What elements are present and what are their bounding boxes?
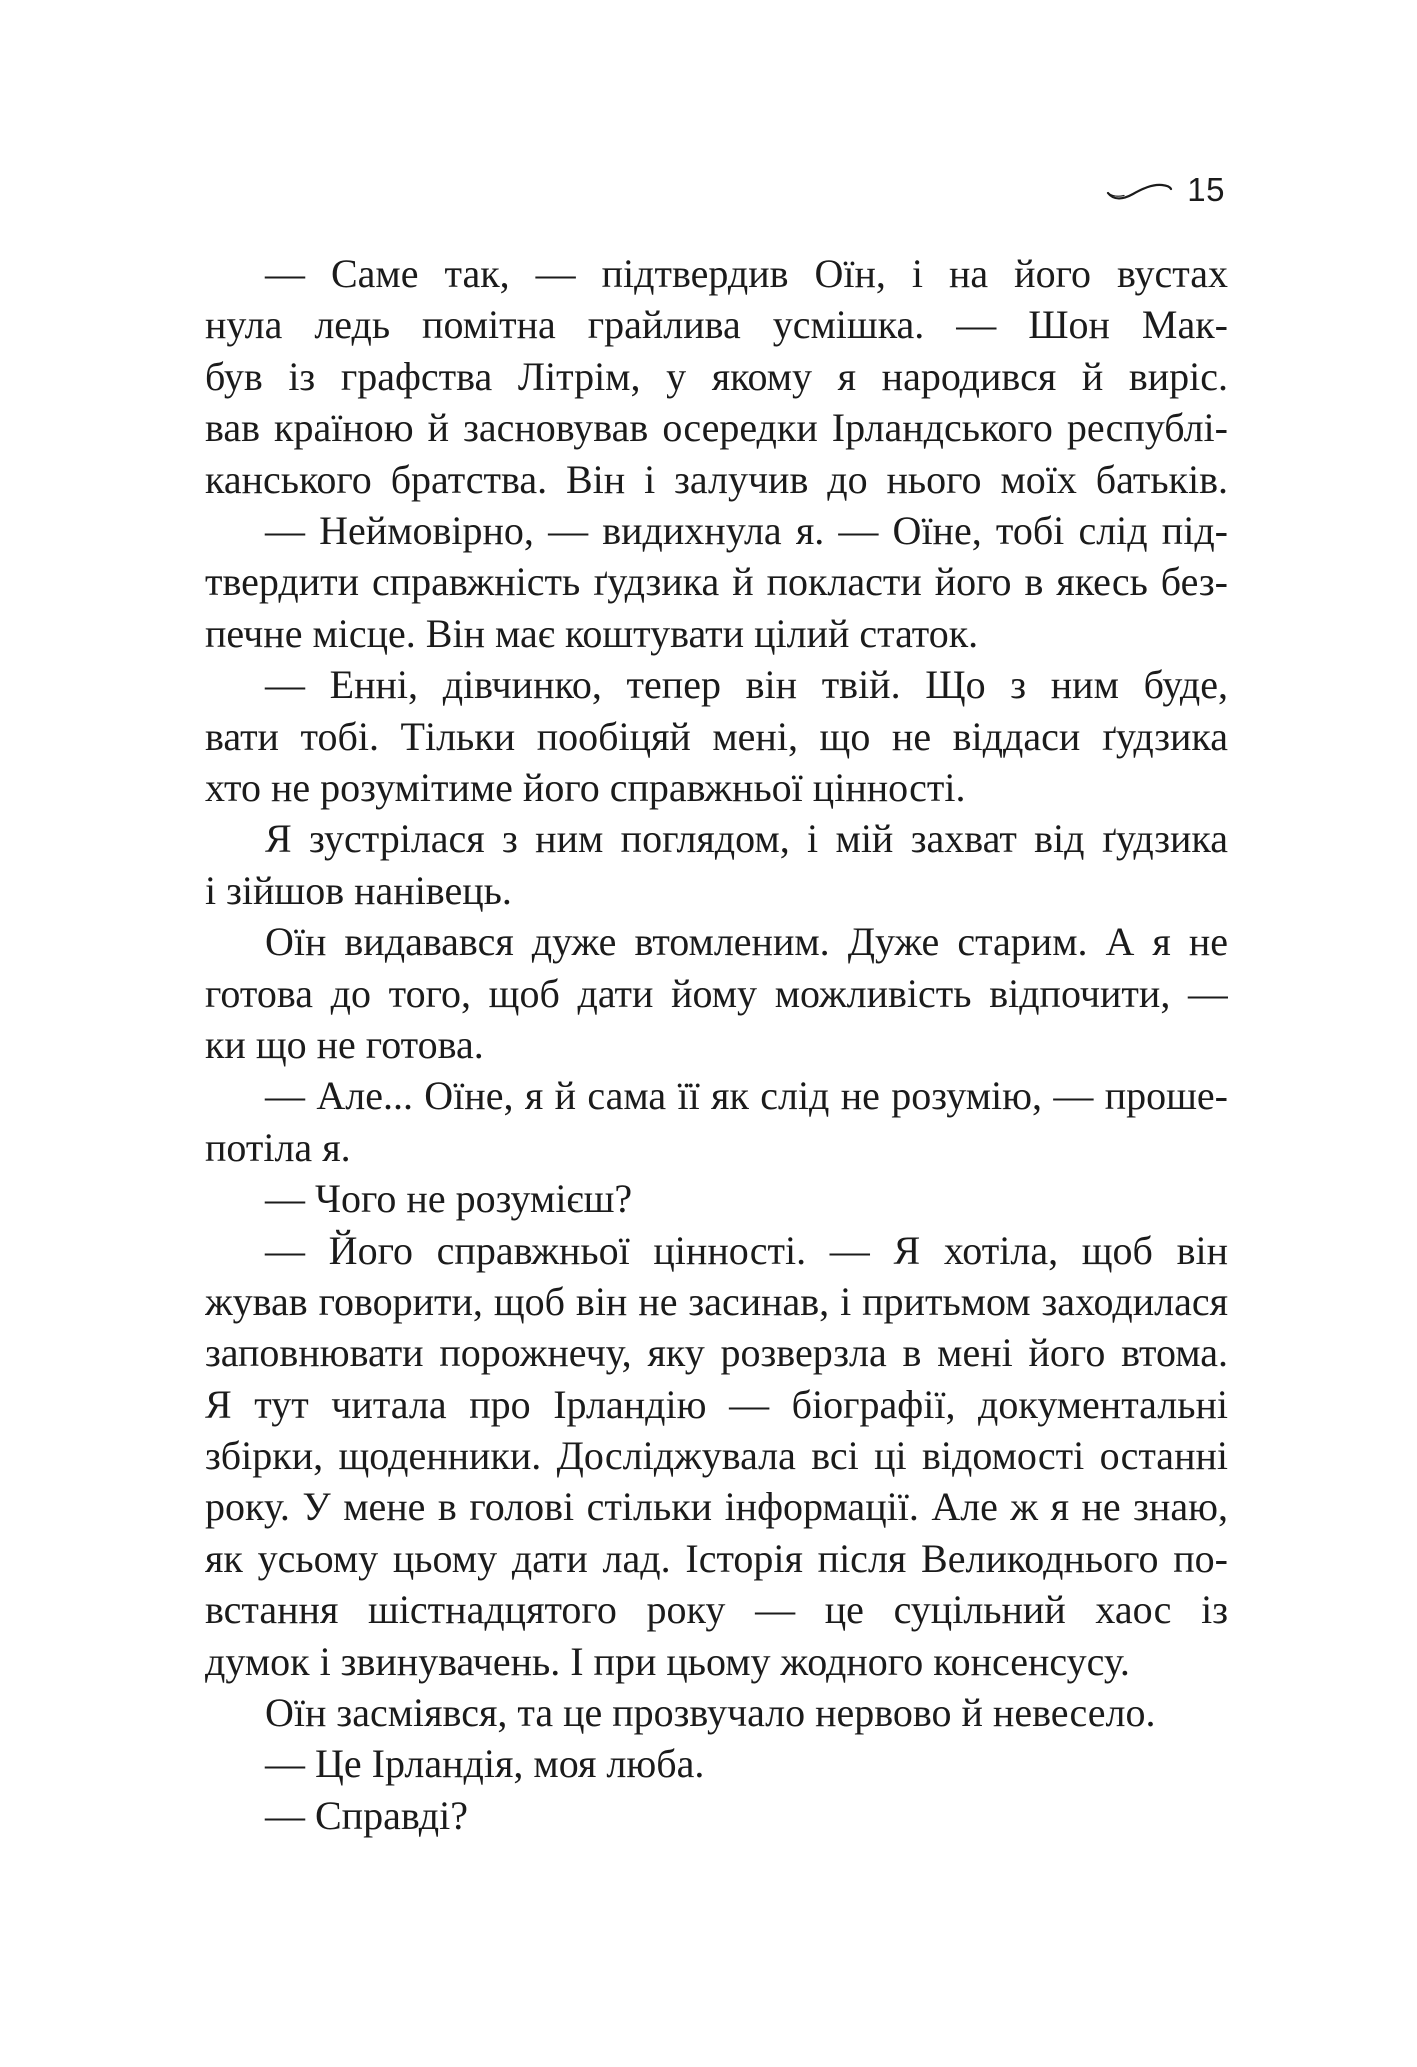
text-line: — Це Ірландія, моя люба. [265, 1741, 705, 1787]
text-line: Я тут читала про Ірландію — біографії, документальні [205, 1381, 1228, 1427]
text-line: заповнювати порожнечу, яку розверзла в мені його втома. [205, 1330, 1228, 1376]
text-line: печне місце. Він має коштувати цілий статок. [205, 610, 979, 656]
text-line: збірки, щоденники. Досліджувала всі ці відомості останні [205, 1433, 1228, 1479]
paragraph [205, 916, 1228, 1070]
paragraph [205, 813, 1228, 916]
text-line: Оїн видавався дуже втомленим. Дуже старим. А я не [265, 919, 1228, 965]
running-head [1105, 168, 1225, 212]
text-line: як усьому цьому дати лад. Історія після Великоднього по- [205, 1535, 1228, 1581]
text-line: хто не розумітиме його справжньої цінності. [205, 764, 966, 810]
text-line: канського братства. Він і залучив до нього моїх батьків. [205, 456, 1228, 502]
text-line: встання шістнадцятого року — це суцільний хаос із [205, 1587, 1228, 1633]
text-line: Я зустрілася з ним поглядом, і мій захват від ґудзика [265, 816, 1228, 862]
text-line: вати тобі. Тільки пообіцяй мені, що не віддаси ґудзика [205, 713, 1228, 759]
paragraph [205, 659, 1228, 813]
text-line: жував говорити, щоб він не засинав, і притьмом заходилася [205, 1278, 1228, 1324]
text-line: ки що не готова. [205, 1021, 484, 1067]
text-line: — Його справжньої цінності. — Я хотіла, щоб він [265, 1227, 1228, 1273]
body-text [205, 248, 1228, 1841]
text-line: — Але... Оїне, я й сама її як слід не розумію, — проше- [265, 1073, 1228, 1119]
text-line: року. У мене в голові стільки інформації. Але ж я не знаю, [205, 1484, 1228, 1530]
swash-ornament-icon [1105, 179, 1173, 201]
text-line: потіла я. [205, 1124, 351, 1170]
paragraph [205, 1790, 1228, 1841]
text-line: — Справді? [265, 1792, 468, 1838]
text-line: Оїн засміявся, та це прозвучало нервово й невесело. [265, 1690, 1156, 1736]
paragraph [205, 1738, 1228, 1789]
text-line: — Неймовірно, — видихнула я. — Оїне, тобі слід під- [265, 507, 1228, 553]
text-line: був із графства Літрім, у якому я народився й виріс. [205, 353, 1228, 399]
paragraph [205, 248, 1228, 505]
paragraph [205, 505, 1228, 659]
text-line: — Енні, дівчинко, тепер він твій. Що з ним буде, [265, 662, 1228, 708]
paragraph [205, 1173, 1228, 1224]
text-line: твердити справжність ґудзика й покласти його в якесь без- [205, 559, 1228, 605]
text-line: — Чого не розумієш? [265, 1176, 633, 1222]
paragraph [205, 1687, 1228, 1738]
text-line: і зійшов нанівець. [205, 867, 512, 913]
text-line: думок і звинувачень. І при цьому жодного консенсусу. [205, 1638, 1130, 1684]
text-line: — Саме так, — підтвердив Оїн, і на його вустах [265, 251, 1228, 296]
page-number: 15 [1187, 171, 1225, 208]
text-line: готова до того, щоб дати йому можливість відпочити, — [205, 970, 1228, 1016]
paragraph [205, 1225, 1228, 1688]
paragraph [205, 1070, 1228, 1173]
text-line: вав країною й засновував осередки Ірландського республі- [205, 405, 1228, 451]
text-line: нула ледь помітна грайлива усмішка. — Шон Мак- [205, 302, 1228, 348]
